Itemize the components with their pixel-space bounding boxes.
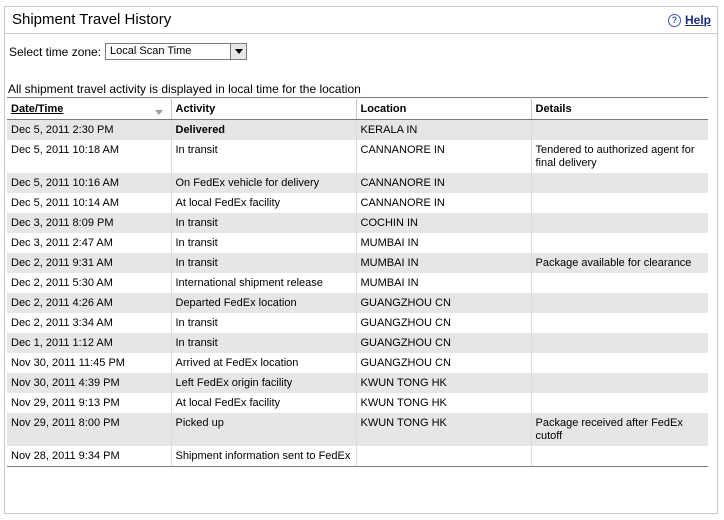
cell-details [531,333,708,353]
timezone-selected-value[interactable]: Local Scan Time [110,45,192,57]
table-row [7,273,708,293]
cell-activity: In transit [171,233,356,253]
timezone-label: Select time zone: [9,44,102,59]
help-icon[interactable]: ? [668,14,681,27]
cell-datetime: Dec 3, 2011 2:47 AM [7,233,171,253]
chevron-down-icon[interactable] [230,44,246,59]
cell-datetime: Nov 29, 2011 8:00 PM [7,413,171,446]
cell-details: Package available for clearance [531,253,708,273]
panel-header [5,7,717,34]
cell-location: GUANGZHOU CN [356,313,531,333]
cell-datetime: Nov 30, 2011 11:45 PM [7,353,171,373]
cell-details [531,213,708,233]
cell-activity: Left FedEx origin facility [171,373,356,393]
cell-activity: Picked up [171,413,356,446]
cell-location: GUANGZHOU CN [356,353,531,373]
cell-location: CANNANORE IN [356,193,531,213]
cell-datetime: Dec 5, 2011 10:14 AM [7,193,171,213]
cell-activity: International shipment release [171,273,356,293]
cell-details [531,173,708,193]
table-row [7,333,708,353]
column-header-activity: Activity [171,98,356,120]
column-header-location: Location [356,98,531,120]
column-header-datetime[interactable] [7,98,171,120]
cell-location: GUANGZHOU CN [356,293,531,313]
cell-activity: At local FedEx facility [171,193,356,213]
cell-details [531,446,708,467]
cell-activity: Shipment information sent to FedEx [171,446,356,467]
table-row [7,446,708,467]
shipment-travel-history-panel [4,6,718,514]
cell-datetime: Dec 3, 2011 8:09 PM [7,213,171,233]
cell-datetime: Dec 5, 2011 10:16 AM [7,173,171,193]
cell-datetime: Nov 29, 2011 9:13 PM [7,393,171,413]
table-row [7,413,708,446]
table-row [7,353,708,373]
cell-location: GUANGZHOU CN [356,333,531,353]
cell-details [531,273,708,293]
cell-activity: In transit [171,140,356,173]
cell-details [531,233,708,253]
timezone-select[interactable] [105,43,247,60]
cell-details [531,120,708,141]
cell-datetime: Dec 1, 2011 1:12 AM [7,333,171,353]
cell-details [531,313,708,333]
datetime-sort-link[interactable]: Date/Time [11,102,64,115]
timezone-row [9,43,247,60]
cell-location: CANNANORE IN [356,173,531,193]
cell-datetime: Dec 2, 2011 9:31 AM [7,253,171,273]
table-row [7,233,708,253]
cell-location: CANNANORE IN [356,140,531,173]
cell-location: MUMBAI IN [356,273,531,293]
cell-details: Tendered to authorized agent for final delivery [531,140,708,173]
cell-datetime: Dec 2, 2011 3:34 AM [7,313,171,333]
cell-datetime: Nov 28, 2011 9:34 PM [7,446,171,467]
table-row [7,213,708,233]
cell-location: KWUN TONG HK [356,413,531,446]
table-row [7,193,708,213]
cell-location: KERALA IN [356,120,531,141]
help-link-group[interactable] [668,13,711,27]
sort-arrow-icon[interactable] [155,110,163,115]
cell-activity: Arrived at FedEx location [171,353,356,373]
cell-details [531,353,708,373]
cell-details: Package received after FedEx cutoff [531,413,708,446]
cell-activity: In transit [171,313,356,333]
cell-datetime: Dec 5, 2011 10:18 AM [7,140,171,173]
local-time-note: All shipment travel activity is displayed in local time for the location [8,82,361,96]
cell-datetime: Dec 5, 2011 2:30 PM [7,120,171,141]
cell-activity: At local FedEx facility [171,393,356,413]
cell-datetime: Dec 2, 2011 4:26 AM [7,293,171,313]
cell-location [356,446,531,467]
cell-location: COCHIN IN [356,213,531,233]
cell-location: MUMBAI IN [356,233,531,253]
table-row [7,293,708,313]
cell-activity: In transit [171,253,356,273]
cell-activity: In transit [171,333,356,353]
cell-activity: On FedEx vehicle for delivery [171,173,356,193]
table-header-row [7,98,708,120]
table-row [7,173,708,193]
page-title: Shipment Travel History [12,11,172,28]
cell-activity: In transit [171,213,356,233]
column-header-details: Details [531,98,708,120]
table-row [7,393,708,413]
table-row [7,373,708,393]
cell-datetime: Nov 30, 2011 4:39 PM [7,373,171,393]
cell-location: KWUN TONG HK [356,373,531,393]
help-link[interactable]: Help [684,13,711,27]
table-row [7,140,708,173]
table-row [7,313,708,333]
cell-activity: Delivered [171,120,356,141]
cell-datetime: Dec 2, 2011 5:30 AM [7,273,171,293]
table-row [7,253,708,273]
cell-details [531,193,708,213]
cell-location: MUMBAI IN [356,253,531,273]
cell-activity: Departed FedEx location [171,293,356,313]
cell-details [531,393,708,413]
cell-details [531,293,708,313]
table-row [7,120,708,141]
travel-history-table [7,97,708,467]
cell-details [531,373,708,393]
cell-location: KWUN TONG HK [356,393,531,413]
